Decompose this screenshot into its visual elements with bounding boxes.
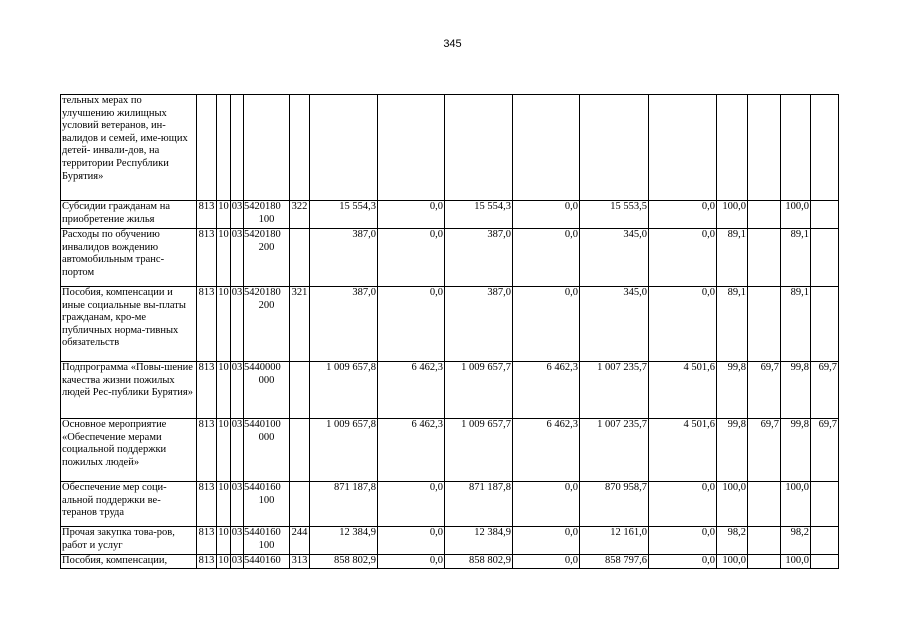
executed-total-cell: 15 553,5 [580,201,649,229]
refined-total-cell: 858 802,9 [445,555,513,569]
row-name-cell: Субсидии гражданам на приобретение жилья [61,201,197,229]
refined-total-cell: 1 009 657,7 [445,419,513,482]
plan-total-cell: 1 009 657,8 [310,419,378,482]
executed-total-cell: 1 007 235,7 [580,362,649,419]
percent-refined-total-cell [781,95,811,201]
executed-total-cell: 12 161,0 [580,527,649,555]
percent-plan-federal-cell [748,527,781,555]
percent-plan-federal-cell [748,229,781,287]
refined-federal-cell [513,95,580,201]
executed-total-cell: 345,0 [580,287,649,362]
executed-federal-cell: 4 501,6 [649,419,717,482]
target-article-suffix: 200 [258,241,275,253]
subsection-code-cell: 03 [231,555,244,569]
plan-federal-cell: 0,0 [378,482,445,527]
ministry-code-cell: 813 [197,287,217,362]
target-article-cell [244,201,290,229]
subsection-code-cell: 03 [231,527,244,555]
executed-federal-cell: 0,0 [649,287,717,362]
executed-total-cell: 870 958,7 [580,482,649,527]
row-name-cell: Прочая закупка това-ров, работ и услуг [61,527,197,555]
plan-total-cell: 871 187,8 [310,482,378,527]
table-row [61,362,839,419]
plan-total-cell: 12 384,9 [310,527,378,555]
percent-refined-federal-cell [811,482,839,527]
section-code-cell [217,95,231,201]
percent-refined-federal-cell: 69,7 [811,419,839,482]
row-name-cell: Подпрограмма «Повы-шение качества жизни пожилых людей Рес-публики Бурятия» [61,362,197,419]
expense-type-cell: 313 [290,555,310,569]
plan-total-cell: 1 009 657,8 [310,362,378,419]
plan-federal-cell: 0,0 [378,527,445,555]
executed-federal-cell: 4 501,6 [649,362,717,419]
section-code-cell: 10 [217,555,231,569]
budget-table [60,94,839,569]
plan-total-cell: 15 554,3 [310,201,378,229]
target-article-cell [244,95,290,201]
percent-plan-federal-cell [748,555,781,569]
refined-federal-cell: 0,0 [513,555,580,569]
percent-refined-total-cell: 100,0 [781,482,811,527]
percent-refined-total-cell: 89,1 [781,287,811,362]
percent-refined-federal-cell [811,527,839,555]
section-code-cell: 10 [217,287,231,362]
target-article-cell [244,229,290,287]
refined-total-cell: 12 384,9 [445,527,513,555]
subsection-code-cell: 03 [231,362,244,419]
target-article-suffix: 100 [258,213,275,225]
refined-federal-cell: 0,0 [513,229,580,287]
percent-refined-federal-cell [811,555,839,569]
executed-total-cell [580,95,649,201]
percent-plan-federal-cell [748,95,781,201]
target-article-code: 5440160 [244,555,281,566]
percent-plan-federal-cell [748,287,781,362]
table-row [61,419,839,482]
target-article-code: 5420180 [244,201,281,212]
section-code-cell: 10 [217,527,231,555]
target-article-cell [244,419,290,482]
refined-federal-cell: 0,0 [513,527,580,555]
target-article-code: 5420180 [244,287,281,298]
ministry-code-cell: 813 [197,362,217,419]
row-name-cell: Расходы по обучению инвалидов вождению автомобильным транс-портом [61,229,197,287]
percent-plan-total-cell: 100,0 [717,482,748,527]
subsection-code-cell: 03 [231,482,244,527]
expense-type-cell [290,95,310,201]
percent-plan-federal-cell: 69,7 [748,362,781,419]
percent-refined-total-cell: 100,0 [781,201,811,229]
executed-total-cell: 858 797,6 [580,555,649,569]
percent-refined-total-cell: 98,2 [781,527,811,555]
plan-federal-cell: 0,0 [378,229,445,287]
table-row [61,229,839,287]
refined-total-cell: 387,0 [445,287,513,362]
section-code-cell: 10 [217,362,231,419]
percent-plan-federal-cell [748,482,781,527]
executed-federal-cell: 0,0 [649,229,717,287]
row-name-cell: Пособия, компенсации и иные социальные вы-платы гражданам, кро-ме публичных норма-тивных обязательств [61,287,197,362]
target-article-code: 5440160 [244,482,281,493]
plan-federal-cell: 6 462,3 [378,362,445,419]
subsection-code-cell: 03 [231,287,244,362]
plan-federal-cell: 6 462,3 [378,419,445,482]
refined-total-cell: 1 009 657,7 [445,362,513,419]
executed-federal-cell: 0,0 [649,555,717,569]
executed-federal-cell: 0,0 [649,201,717,229]
target-article-suffix: 100 [258,494,275,506]
expense-type-cell: 321 [290,287,310,362]
refined-federal-cell: 6 462,3 [513,362,580,419]
refined-federal-cell: 0,0 [513,201,580,229]
target-article-cell [244,527,290,555]
refined-federal-cell: 0,0 [513,287,580,362]
subsection-code-cell: 03 [231,229,244,287]
subsection-code-cell: 03 [231,419,244,482]
table-row [61,201,839,229]
percent-plan-total-cell: 89,1 [717,229,748,287]
subsection-code-cell: 03 [231,201,244,229]
target-article-code: 5420180 [244,229,281,240]
plan-total-cell [310,95,378,201]
expense-type-cell [290,419,310,482]
percent-plan-total-cell: 99,8 [717,419,748,482]
ministry-code-cell: 813 [197,201,217,229]
percent-refined-total-cell: 99,8 [781,419,811,482]
target-article-suffix: 000 [258,431,275,443]
refined-total-cell [445,95,513,201]
refined-total-cell: 871 187,8 [445,482,513,527]
section-code-cell: 10 [217,419,231,482]
ministry-code-cell [197,95,217,201]
row-name-cell: Пособия, компенсации, [61,555,197,569]
percent-refined-federal-cell [811,287,839,362]
section-code-cell: 10 [217,229,231,287]
plan-total-cell: 387,0 [310,229,378,287]
percent-refined-total-cell: 99,8 [781,362,811,419]
percent-refined-federal-cell: 69,7 [811,362,839,419]
table-row [61,287,839,362]
table-row [61,482,839,527]
target-article-code: 5440160 [244,527,281,538]
percent-plan-federal-cell [748,201,781,229]
percent-refined-federal-cell [811,201,839,229]
target-article-cell [244,287,290,362]
plan-federal-cell: 0,0 [378,201,445,229]
target-article-suffix: 000 [258,374,275,386]
plan-total-cell: 387,0 [310,287,378,362]
target-article-code: 5440000 [244,362,281,373]
refined-federal-cell: 6 462,3 [513,419,580,482]
table-body [61,95,839,569]
expense-type-cell [290,362,310,419]
expense-type-cell: 244 [290,527,310,555]
executed-total-cell: 1 007 235,7 [580,419,649,482]
percent-refined-federal-cell [811,95,839,201]
refined-total-cell: 387,0 [445,229,513,287]
ministry-code-cell: 813 [197,527,217,555]
subsection-code-cell [231,95,244,201]
table-row [61,95,839,201]
refined-federal-cell: 0,0 [513,482,580,527]
percent-refined-federal-cell [811,229,839,287]
page-number: 345 [443,38,462,50]
table-row [61,527,839,555]
ministry-code-cell: 813 [197,482,217,527]
target-article-cell [244,482,290,527]
expense-type-cell [290,482,310,527]
percent-plan-total-cell [717,95,748,201]
expense-type-cell: 322 [290,201,310,229]
ministry-code-cell: 813 [197,555,217,569]
table-row [61,555,839,569]
row-name-cell: тельных мерах по улучшению жилищных условий ветеранов, ин-валидов и семей, име-ющих детей- инвали-дов, на территории Республики Бурятия» [61,95,197,201]
expense-type-cell [290,229,310,287]
percent-plan-total-cell: 99,8 [717,362,748,419]
target-article-suffix: 200 [258,299,275,311]
executed-federal-cell: 0,0 [649,527,717,555]
plan-federal-cell: 0,0 [378,555,445,569]
ministry-code-cell: 813 [197,419,217,482]
refined-total-cell: 15 554,3 [445,201,513,229]
target-article-code: 5440100 [244,419,281,430]
row-name-cell: Обеспечение мер соци-альной поддержки ве-теранов труда [61,482,197,527]
section-code-cell: 10 [217,482,231,527]
percent-refined-total-cell: 100,0 [781,555,811,569]
percent-plan-total-cell: 98,2 [717,527,748,555]
ministry-code-cell: 813 [197,229,217,287]
executed-total-cell: 345,0 [580,229,649,287]
section-code-cell: 10 [217,201,231,229]
executed-federal-cell: 0,0 [649,482,717,527]
executed-federal-cell [649,95,717,201]
percent-plan-total-cell: 100,0 [717,555,748,569]
row-name-cell: Основное мероприятие «Обеспечение мерами социальной поддержки пожилых людей» [61,419,197,482]
target-article-cell [244,362,290,419]
percent-plan-total-cell: 89,1 [717,287,748,362]
plan-federal-cell: 0,0 [378,287,445,362]
target-article-cell [244,555,290,569]
percent-refined-total-cell: 89,1 [781,229,811,287]
plan-total-cell: 858 802,9 [310,555,378,569]
percent-plan-total-cell: 100,0 [717,201,748,229]
plan-federal-cell [378,95,445,201]
percent-plan-federal-cell: 69,7 [748,419,781,482]
target-article-suffix: 100 [258,539,275,551]
